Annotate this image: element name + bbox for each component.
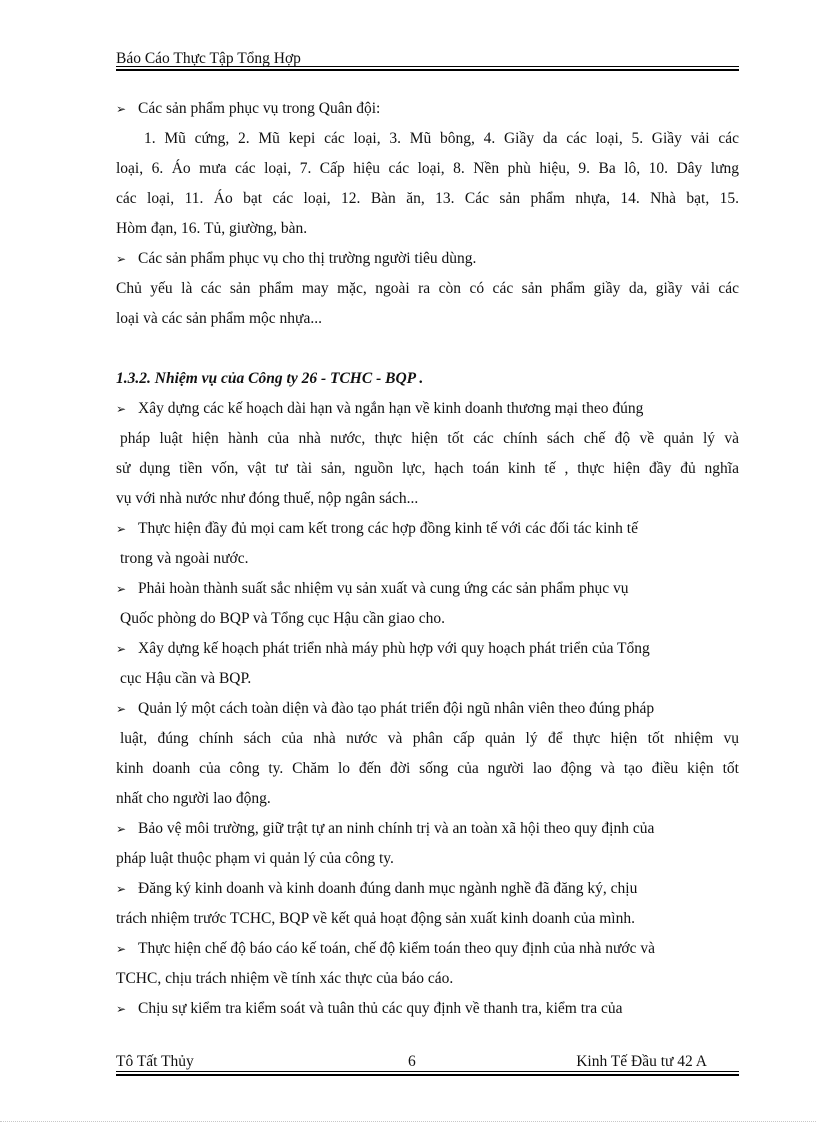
- text-line: [116, 394, 739, 424]
- text-line: [116, 874, 739, 904]
- arrow-bullet-icon: ➢: [116, 642, 127, 656]
- footer-page-number: 6: [408, 1053, 416, 1070]
- text-line: [116, 514, 739, 544]
- text-line: [116, 244, 739, 274]
- page-header-title: Báo Cáo Thực Tập Tổng Hợp: [116, 50, 301, 67]
- header-rule-thick: [116, 69, 739, 71]
- text-line: [116, 634, 739, 664]
- header-rule-thin: [116, 66, 739, 67]
- text-line: [116, 994, 739, 1024]
- text-line: vụ với nhà nước như đóng thuế, nộp ngân sách...: [116, 490, 419, 507]
- bullet-text: Các sản phẩm phục vụ trong Quân đội:: [138, 100, 381, 117]
- bullet-text: Chịu sự kiểm tra kiểm soát và tuân thủ các quy định về thanh tra, kiểm tra của: [138, 1000, 623, 1017]
- text-line: [116, 94, 739, 124]
- arrow-bullet-icon: ➢: [116, 402, 127, 416]
- bullet-text: Đăng ký kinh doanh và kinh doanh đúng danh mục ngành nghề đã đăng ký, chịu: [138, 880, 638, 897]
- bullet-text: Thực hiện đầy đủ mọi cam kết trong các hợp đồng kinh tế với các đối tác kinh tế: [138, 520, 638, 537]
- text-line: Chủ yếu là các sản phẩm may mặc, ngoài ra còn có các sản phẩm giầy da, giầy vải các: [116, 280, 739, 297]
- text-line: nhất cho người lao động.: [116, 790, 271, 807]
- arrow-bullet-icon: ➢: [116, 882, 127, 896]
- text-line: loại và các sản phẩm mộc nhựa...: [116, 310, 322, 327]
- text-line: Quốc phòng do BQP và Tổng cục Hậu cần giao cho.: [120, 610, 446, 627]
- footer-rule-thick: [116, 1074, 739, 1076]
- paragraph-gap: [116, 334, 739, 364]
- bullet-text: Thực hiện chế độ báo cáo kế toán, chế độ kiểm toán theo quy định của nhà nước và: [138, 940, 655, 957]
- text-line: kinh doanh của công ty. Chăm lo đến đời sống của người lao động và tạo điều kiện tốt: [116, 760, 739, 777]
- arrow-bullet-icon: ➢: [116, 822, 127, 836]
- bullet-text: Xây dựng các kế hoạch dài hạn và ngắn hạn về kinh doanh thương mại theo đúng: [138, 400, 644, 417]
- text-line: trách nhiệm trước TCHC, BQP về kết quả hoạt động sản xuất kinh doanh của mình.: [116, 910, 635, 927]
- text-line: [116, 934, 739, 964]
- bullet-text: Các sản phẩm phục vụ cho thị trường người tiêu dùng.: [138, 250, 477, 267]
- text-line: [116, 814, 739, 844]
- bullet-text: Phải hoàn thành suất sắc nhiệm vụ sản xuất và cung ứng các sản phẩm phục vụ: [138, 580, 629, 597]
- text-line: các loại, 11. Áo bạt các loại, 12. Bàn ăn, 13. Các sản phẩm nhựa, 14. Nhà bạt, 15.: [116, 190, 739, 207]
- text-line: luật, đúng chính sách của nhà nước và phân cấp quản lý để thực hiện tốt nhiệm vụ: [120, 730, 739, 747]
- arrow-bullet-icon: ➢: [116, 252, 127, 266]
- arrow-bullet-icon: ➢: [116, 522, 127, 536]
- arrow-bullet-icon: ➢: [116, 1002, 127, 1016]
- document-body: [116, 94, 739, 1024]
- bullet-text: Xây dựng kế hoạch phát triển nhà máy phù hợp với quy hoạch phát triển của Tổng: [138, 640, 650, 657]
- text-line: cục Hậu cần và BQP.: [120, 670, 252, 687]
- text-line: 1. Mũ cứng, 2. Mũ kepi các loại, 3. Mũ bông, 4. Giầy da các loại, 5. Giầy vải các: [144, 130, 739, 147]
- text-line: loại, 6. Áo mưa các loại, 7. Cấp hiệu các loại, 8. Nền phù hiệu, 9. Ba lô, 10. Dây lưng: [116, 160, 739, 177]
- page-edge-divider: [0, 1121, 816, 1122]
- bullet-text: Quản lý một cách toàn diện và đào tạo phát triển đội ngũ nhân viên theo đúng pháp: [138, 700, 655, 717]
- section-heading: 1.3.2. Nhiệm vụ của Công ty 26 - TCHC - BQP .: [116, 370, 424, 387]
- text-line: pháp luật thuộc phạm vi quản lý của công ty.: [116, 850, 394, 867]
- arrow-bullet-icon: ➢: [116, 942, 127, 956]
- text-line: [116, 694, 739, 724]
- arrow-bullet-icon: ➢: [116, 582, 127, 596]
- arrow-bullet-icon: ➢: [116, 102, 127, 116]
- text-line: [116, 574, 739, 604]
- bullet-text: Bảo vệ môi trường, giữ trật tự an ninh chính trị và an toàn xã hội theo quy định của: [138, 820, 655, 837]
- text-line: Hòm đạn, 16. Tủ, giường, bàn.: [116, 220, 308, 237]
- arrow-bullet-icon: ➢: [116, 702, 127, 716]
- footer-rule-thin: [116, 1071, 739, 1072]
- footer-class-name: Kinh Tế Đầu tư 42 A: [576, 1053, 707, 1070]
- footer-author: Tô Tất Thủy: [116, 1053, 194, 1070]
- text-line: pháp luật hiện hành của nhà nước, thực hiện tốt các chính sách chế độ về quản lý và: [120, 430, 739, 447]
- text-line: trong và ngoài nước.: [120, 550, 249, 567]
- text-line: TCHC, chịu trách nhiệm về tính xác thực của báo cáo.: [116, 970, 454, 987]
- text-line: sử dụng tiền vốn, vật tư tài sản, nguồn lực, hạch toán kinh tế , thực hiện đầy đủ nghĩa: [116, 460, 739, 477]
